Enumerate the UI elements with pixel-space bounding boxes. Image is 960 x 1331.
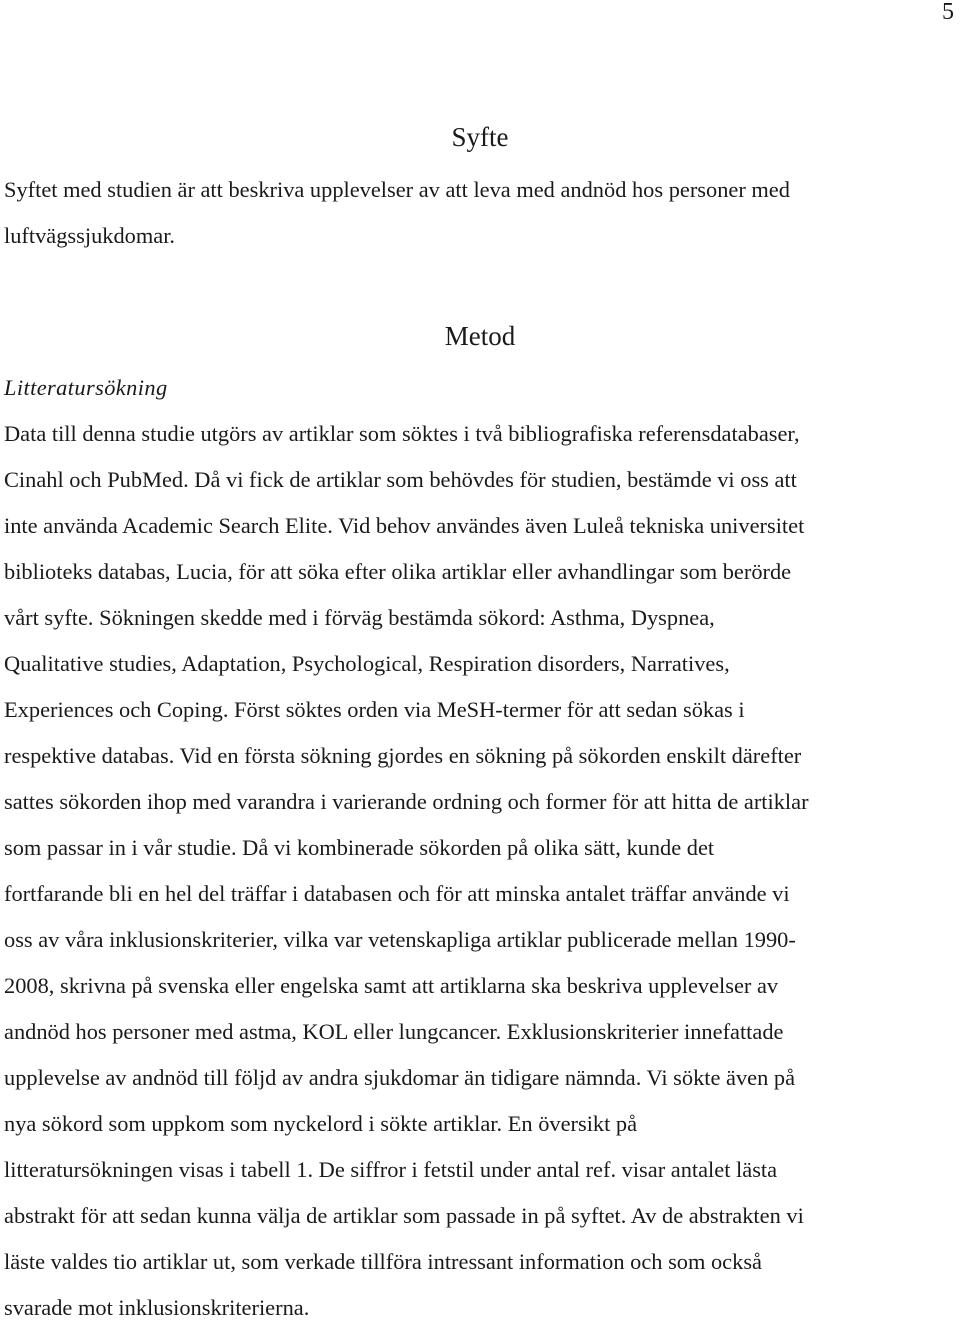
text-line: vårt syfte. Sökningen skedde med i förväg bestämda sökord: Asthma, Dyspnea, xyxy=(4,605,715,630)
text-line: biblioteks databas, Lucia, för att söka efter olika artiklar eller avhandlingar som berörde xyxy=(4,559,792,584)
text-line: 2008, skrivna på svenska eller engelska samt att artiklarna ska beskriva upplevelser av xyxy=(4,973,779,998)
text-line: Experiences och Coping. Först söktes orden via MeSH-termer för att sedan sökas i xyxy=(4,697,745,722)
text-line: inte använda Academic Search Elite. Vid behov användes även Luleå tekniska universitet xyxy=(4,513,805,538)
text-line: som passar in i vår studie. Då vi kombinerade sökorden på olika sätt, kunde det xyxy=(4,835,715,860)
text-line: upplevelse av andnöd till följd av andra sjukdomar än tidigare nämnda. Vi sökte även på xyxy=(4,1065,796,1090)
text-line: nya sökord som uppkom som nyckelord i sökte artiklar. En översikt på xyxy=(4,1111,638,1136)
text-line: andnöd hos personer med astma, KOL eller lungcancer. Exklusionskriterier innefattade xyxy=(4,1019,784,1044)
text-line: respektive databas. Vid en första sökning gjordes en sökning på sökorden enskilt därefter xyxy=(4,743,802,768)
metod-paragraph xyxy=(4,411,958,1331)
text-line: litteratursökningen visas i tabell 1. De siffror i fetstil under antal ref. visar antalet lästa xyxy=(4,1157,778,1182)
text-line: luftvägssjukdomar. xyxy=(4,223,176,248)
section-heading-syfte: Syfte xyxy=(451,122,509,152)
text-line: fortfarande bli en hel del träffar i databasen och för att minska antalet träffar använde vi xyxy=(4,881,790,906)
section-heading-metod: Metod xyxy=(444,321,516,351)
text-line: sattes sökorden ihop med varandra i varierande ordning och former för att hitta de artiklar xyxy=(4,789,809,814)
text-line: Cinahl och PubMed. Då vi fick de artiklar som behövdes för studien, bestämde vi oss att xyxy=(4,467,797,492)
text-line: Syftet med studien är att beskriva upplevelser av att leva med andnöd hos personer med xyxy=(4,177,790,202)
text-line: Qualitative studies, Adaptation, Psychological, Respiration disorders, Narratives, xyxy=(4,651,730,676)
syfte-paragraph xyxy=(4,167,958,259)
page-number: 5 xyxy=(942,0,954,25)
subheading-litteratursokning: Litteratursökning xyxy=(4,375,168,400)
text-line: abstrakt för att sedan kunna välja de artiklar som passade in på syftet. Av de abstrakten vi xyxy=(4,1203,804,1228)
text-line: Data till denna studie utgörs av artiklar som söktes i två bibliografiska referensdatabaser, xyxy=(4,421,800,446)
text-line: oss av våra inklusionskriterier, vilka var vetenskapliga artiklar publicerade mellan 1990- xyxy=(4,927,796,952)
text-line: läste valdes tio artiklar ut, som verkade tillföra intressant information och som också xyxy=(4,1249,762,1274)
text-line: svarade mot inklusionskriterierna. xyxy=(4,1295,310,1320)
